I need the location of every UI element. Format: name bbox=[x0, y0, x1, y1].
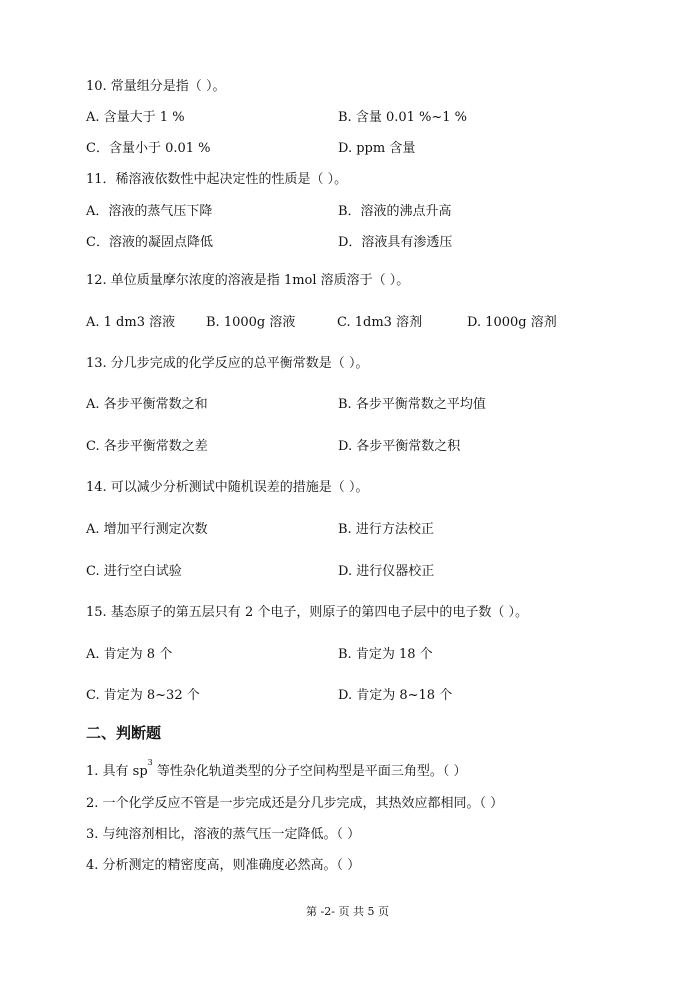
judgment-item-1-prefix: 1. 具有 sp bbox=[86, 764, 148, 779]
question-12-option-d: D. 1000g 溶剂 bbox=[467, 315, 557, 330]
question-14-option-b: B. 进行方法校正 bbox=[338, 522, 434, 537]
question-12-option-c: C. 1dm3 溶剂 bbox=[337, 315, 423, 330]
question-15-option-d: D. 肯定为 8~18 个 bbox=[338, 688, 453, 703]
question-13-option-a: A. 各步平衡常数之和 bbox=[86, 397, 208, 412]
judgment-item-4: 4. 分析测定的精密度高，则准确度必然高。（ ） bbox=[86, 858, 361, 873]
judgment-item-3: 3. 与纯溶剂相比，溶液的蒸气压一定降低。（ ） bbox=[86, 827, 361, 842]
page-footer: 第 -2- 页 共 5 页 bbox=[306, 905, 389, 918]
judgment-item-1 bbox=[86, 757, 467, 780]
question-11-option-b: B．溶液的沸点升高 bbox=[338, 204, 452, 219]
question-10-option-d: D. ppm 含量 bbox=[338, 141, 416, 156]
question-14-option-a: A. 增加平行测定次数 bbox=[86, 522, 208, 537]
question-14-stem: 14. 可以减少分析测试中随机误差的措施是（ ）。 bbox=[86, 480, 369, 495]
question-10-option-c: C．含量小于 0.01 % bbox=[86, 141, 211, 156]
question-14-option-d: D. 进行仪器校正 bbox=[338, 564, 435, 579]
judgment-item-2: 2. 一个化学反应不管是一步完成还是分几步完成，其热效应都相同。（ ） bbox=[86, 796, 504, 811]
question-11-option-c: C．溶液的凝固点降低 bbox=[86, 235, 213, 250]
question-10-stem: 10. 常量组分是指（ ）。 bbox=[86, 79, 226, 94]
question-15-option-c: C. 肯定为 8~32 个 bbox=[86, 688, 200, 703]
question-14-option-c: C. 进行空白试验 bbox=[86, 564, 182, 579]
question-13-option-c: C. 各步平衡常数之差 bbox=[86, 439, 208, 454]
question-12-option-a: A. 1 dm3 溶液 bbox=[86, 315, 176, 330]
question-15-stem: 15. 基态原子的第五层只有 2 个电子，则原子的第四电子层中的电子数（ ）。 bbox=[86, 605, 528, 620]
question-13-option-b: B. 各步平衡常数之平均值 bbox=[338, 397, 486, 412]
question-10-option-a: A. 含量大于 1 % bbox=[86, 110, 185, 125]
question-13-stem: 13. 分几步完成的化学反应的总平衡常数是（ ）。 bbox=[86, 356, 369, 371]
question-15-option-b: B. 肯定为 18 个 bbox=[338, 647, 433, 662]
judgment-item-1-superscript: 3 bbox=[147, 757, 153, 767]
judgment-item-1-suffix: 等性杂化轨道类型的分子空间构型是平面三角型。（ ） bbox=[152, 764, 467, 779]
question-10-option-b: B. 含量 0.01 %~1 % bbox=[338, 110, 468, 125]
question-12-option-b: B. 1000g 溶液 bbox=[206, 315, 296, 330]
question-11-option-d: D．溶液具有渗透压 bbox=[338, 235, 453, 250]
section-heading: 二、判断题 bbox=[86, 724, 162, 742]
question-12-stem: 12. 单位质量摩尔浓度的溶液是指 1mol 溶质溶于（ ）。 bbox=[86, 273, 410, 288]
question-15-option-a: A. 肯定为 8 个 bbox=[86, 647, 173, 662]
question-11-option-a: A．溶液的蒸气压下降 bbox=[86, 204, 213, 219]
question-11-stem: 11．稀溶液依数性中起决定性的性质是（ ）。 bbox=[86, 172, 348, 187]
question-13-option-d: D. 各步平衡常数之积 bbox=[338, 439, 461, 454]
